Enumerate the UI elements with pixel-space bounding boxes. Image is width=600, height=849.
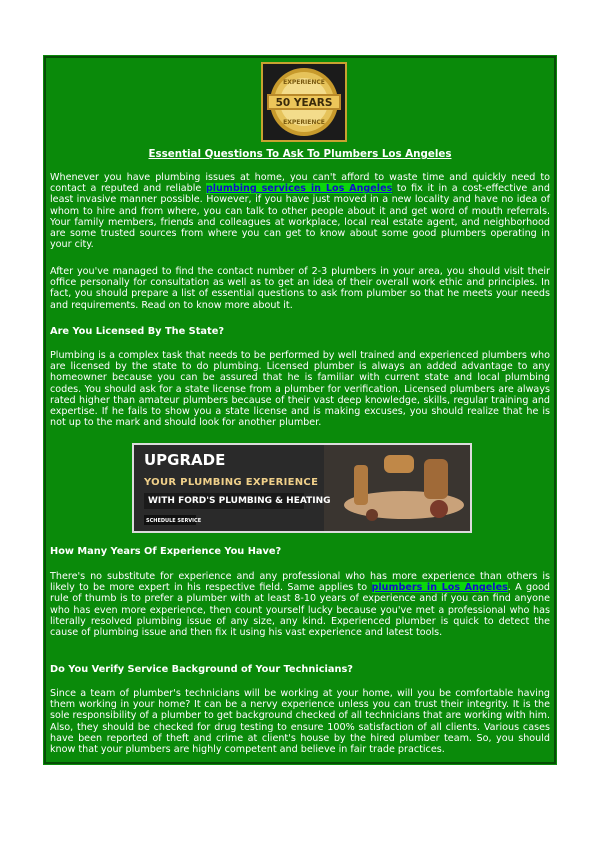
badge-main-text: 50 YEARS <box>275 97 333 109</box>
schedule-service-label: SCHEDULE SERVICE <box>146 518 202 524</box>
experience-badge-image <box>261 62 347 142</box>
badge-top-word: EXPERIENCE <box>283 79 325 86</box>
section2-text-before: There's no substitute for experience and any professional who has more experience than others is likely to be more expert in his respective field. Same applies to <box>50 571 550 594</box>
banner-company: WITH FORD'S PLUMBING & HEATING <box>148 496 331 506</box>
section1-heading: Are You Licensed By The State? <box>50 326 225 337</box>
section2-heading: How Many Years Of Experience You Have? <box>50 546 282 557</box>
section1-body: Plumbing is a complex task that needs to be performed by well trained and experienced plumbers who are licensed by the state to do plumbing. Licensed plumber is always an added advantage to any homeowner because you can be assured that he is familiar with current state and local plumbing codes. You should ask for a state license from a plumber for verification. Licensed plumbers are always rated higher than amateur plumbers because of their vast deep knowledge, skills, regular training and expertise. If he fails to show you a state license and is making excuses, you should realize that he is not up to the mark and should look for another plumber. <box>50 350 550 429</box>
content-panel <box>44 56 556 764</box>
section2-body <box>50 571 550 638</box>
badge-bottom-word: EXPERIENCE <box>283 119 325 126</box>
badge-seal-icon <box>263 64 345 140</box>
banner-headline: UPGRADE <box>144 451 226 469</box>
section3-body: Since a team of plumber's technicians will be working at your home, will you be comfortable having them working in your home? It can be a nervy experience unless you can trust their integrity. It is the sole responsibility of a plumber to get background checked of all technicians that are working with him. Also, they should be checked for drug testing to ensure 100% satisfaction of all clients. Various cases have been reported of theft and crime at client's house by the hired plumber team. So, you should know that your plumbers are highly competent and believe in fair trade practices. <box>50 688 550 756</box>
second-paragraph: After you've managed to find the contact number of 2-3 plumbers in your area, you should visit their office personally for consultation as well as to get an idea of their overall work ethic and principles. In fact, you should prepare a list of essential questions to ask from plumber so that he meets your needs and requirements. Read on to know more about it. <box>50 266 550 311</box>
section2-text-after: . A good rule of thumb is to prefer a plumber with at least 8-10 years of experience and if you can find anyone who has even more experience, then count yourself lucky because you've met a professional who has literally resolved plumbing issue of any size, any kind. Experienced plumber is quick to detect the cause of plumbing issue and then fix it using his vast experience and latest tools. <box>50 582 550 639</box>
page-title: Essential Questions To Ask To Plumbers Los Angeles <box>148 148 452 160</box>
intro-text-before: Whenever you have plumbing issues at home, you can't afford to waste time and quickly need to contact a reputed and reliable <box>50 172 550 195</box>
banner-subline: YOUR PLUMBING EXPERIENCE <box>144 477 319 488</box>
plumbing-services-link[interactable]: plumbing services in Los Angeles <box>205 183 393 195</box>
section3-heading: Do You Verify Service Background of Your Technicians? <box>50 664 353 675</box>
intro-text-after: to fix it in a cost-effective and least invasive manner possible. However, if you have just moved in a new locality and have no idea of whom to hire and from where, you can talk to other people about it and get word of mouth referrals. Your family members, friends and colleagues at workplace, local real estate agent, and neighborhood are some trusted sources from where you can get to know about some good plumbers operating in your city. <box>50 183 550 251</box>
intro-paragraph <box>50 172 550 250</box>
promo-banner[interactable] <box>132 443 472 533</box>
plumbers-los-angeles-link[interactable]: plumbers in Los Angeles <box>371 582 508 594</box>
content-inner <box>48 60 552 760</box>
